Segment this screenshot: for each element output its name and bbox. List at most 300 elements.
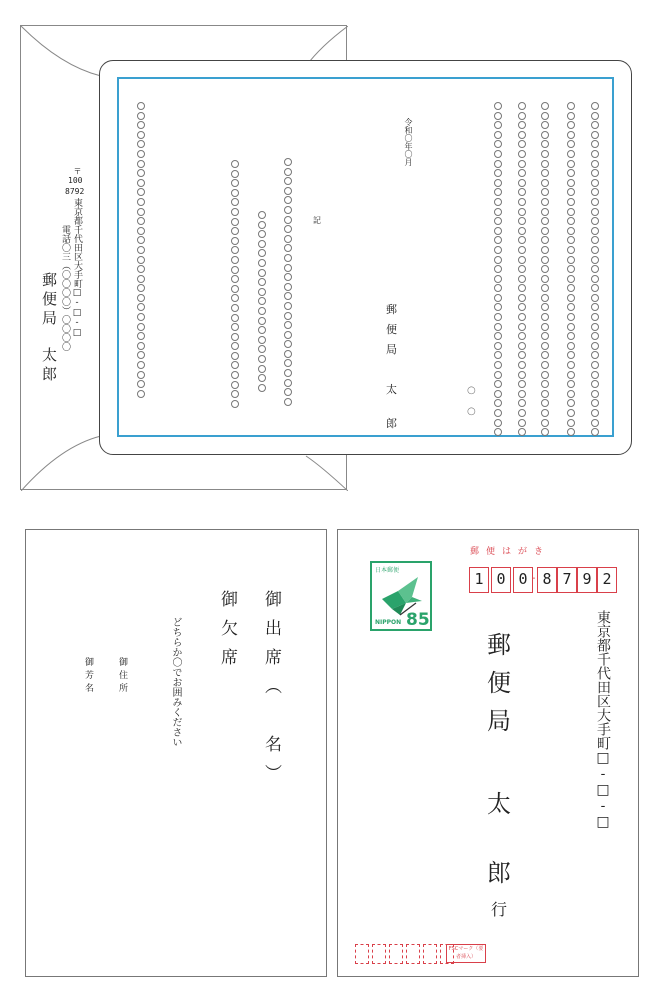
placeholder-circle bbox=[518, 313, 526, 321]
placeholder-circle bbox=[231, 266, 239, 274]
placeholder-circle-column bbox=[258, 211, 265, 393]
placeholder-circle bbox=[284, 388, 292, 396]
placeholder-circle bbox=[518, 390, 526, 398]
placeholder-circle bbox=[494, 409, 502, 417]
placeholder-circle bbox=[567, 112, 575, 120]
card-sender-char-4: 太 bbox=[386, 383, 397, 396]
placeholder-circle bbox=[541, 246, 549, 254]
placeholder-circle bbox=[591, 428, 599, 436]
placeholder-circle bbox=[137, 361, 145, 369]
placeholder-circle bbox=[541, 140, 549, 148]
placeholder-circle bbox=[541, 188, 549, 196]
placeholder-circle bbox=[494, 351, 502, 359]
placeholder-circle bbox=[567, 361, 575, 369]
placeholder-circle bbox=[591, 217, 599, 225]
placeholder-circle bbox=[591, 399, 599, 407]
placeholder-circle bbox=[137, 246, 145, 254]
placeholder-circle bbox=[284, 273, 292, 281]
placeholder-circle bbox=[518, 323, 526, 331]
placeholder-circle bbox=[541, 380, 549, 388]
placeholder-circle bbox=[518, 294, 526, 302]
placeholder-circle bbox=[567, 217, 575, 225]
placeholder-circle bbox=[591, 303, 599, 311]
placeholder-circle bbox=[258, 307, 266, 315]
placeholder-circle bbox=[591, 313, 599, 321]
placeholder-circle bbox=[494, 284, 502, 292]
placeholder-circle bbox=[541, 390, 549, 398]
placeholder-circle bbox=[541, 112, 549, 120]
placeholder-circle bbox=[137, 169, 145, 177]
placeholder-circle bbox=[541, 236, 549, 244]
placeholder-circle bbox=[518, 361, 526, 369]
placeholder-circle bbox=[567, 227, 575, 235]
placeholder-circle bbox=[231, 314, 239, 322]
placeholder-circle bbox=[258, 326, 266, 334]
placeholder-circle bbox=[137, 256, 145, 264]
placeholder-circle bbox=[541, 342, 549, 350]
placeholder-circle bbox=[137, 303, 145, 311]
placeholder-circle bbox=[591, 361, 599, 369]
placeholder-circle bbox=[258, 249, 266, 257]
zip-digit-3: 0 bbox=[513, 567, 533, 593]
placeholder-circle bbox=[494, 121, 502, 129]
card-sender-char-3: 局 bbox=[386, 343, 397, 356]
placeholder-circle bbox=[567, 313, 575, 321]
fsc-box-1 bbox=[355, 944, 369, 964]
placeholder-circle bbox=[494, 169, 502, 177]
envelope-postal-mark: 〒 bbox=[73, 167, 82, 175]
placeholder-circle bbox=[231, 352, 239, 360]
envelope-sender-family: 郵便局 bbox=[40, 272, 58, 329]
placeholder-circle bbox=[494, 150, 502, 158]
placeholder-circle bbox=[518, 236, 526, 244]
placeholder-circle bbox=[494, 188, 502, 196]
recipient-name-char-4: 太 bbox=[487, 790, 511, 818]
placeholder-circle bbox=[591, 419, 599, 427]
placeholder-circle bbox=[567, 150, 575, 158]
placeholder-circle bbox=[494, 390, 502, 398]
placeholder-circle bbox=[258, 211, 266, 219]
postage-stamp bbox=[370, 561, 432, 631]
fsc-mark-box: FSCマーク（要者挿入） bbox=[446, 944, 486, 963]
placeholder-circle bbox=[284, 283, 292, 291]
placeholder-circle bbox=[518, 380, 526, 388]
placeholder-circle bbox=[518, 179, 526, 187]
placeholder-circle bbox=[137, 131, 145, 139]
placeholder-circle-column bbox=[567, 102, 574, 438]
placeholder-circle bbox=[518, 160, 526, 168]
placeholder-circle bbox=[137, 121, 145, 129]
placeholder-circle bbox=[591, 208, 599, 216]
placeholder-circle bbox=[494, 275, 502, 283]
placeholder-circle bbox=[541, 419, 549, 427]
placeholder-circle bbox=[284, 340, 292, 348]
placeholder-circle bbox=[567, 188, 575, 196]
placeholder-circle bbox=[284, 235, 292, 243]
recipient-suffix: 行 bbox=[491, 900, 508, 919]
placeholder-circle bbox=[591, 102, 599, 110]
placeholder-circle bbox=[567, 332, 575, 340]
placeholder-circle bbox=[541, 121, 549, 129]
placeholder-circle bbox=[591, 150, 599, 158]
placeholder-circle bbox=[494, 208, 502, 216]
zip-digit-6: 9 bbox=[577, 567, 597, 593]
placeholder-circle bbox=[567, 140, 575, 148]
placeholder-circle bbox=[541, 265, 549, 273]
placeholder-circle bbox=[518, 371, 526, 379]
placeholder-circle bbox=[494, 428, 502, 436]
placeholder-circle bbox=[258, 365, 266, 373]
placeholder-circle bbox=[518, 419, 526, 427]
placeholder-circle bbox=[591, 275, 599, 283]
placeholder-circle bbox=[541, 179, 549, 187]
placeholder-circle bbox=[591, 131, 599, 139]
placeholder-circle bbox=[518, 351, 526, 359]
placeholder-circle bbox=[137, 380, 145, 388]
placeholder-circle bbox=[541, 284, 549, 292]
placeholder-circle bbox=[591, 140, 599, 148]
placeholder-circle bbox=[494, 294, 502, 302]
envelope-zip-part2: 8792 bbox=[65, 187, 85, 196]
placeholder-circle bbox=[137, 323, 145, 331]
placeholder-circle bbox=[541, 332, 549, 340]
placeholder-circle bbox=[541, 409, 549, 417]
placeholder-circle bbox=[518, 227, 526, 235]
placeholder-circle bbox=[494, 371, 502, 379]
envelope-zip-part1: 100 bbox=[68, 176, 83, 185]
placeholder-circle bbox=[518, 399, 526, 407]
envelope-phone: 電話〇三（〇〇〇〇）〇〇〇〇 bbox=[60, 225, 70, 351]
placeholder-circle bbox=[137, 265, 145, 273]
recipient-name-char-2: 便 bbox=[487, 669, 511, 697]
placeholder-circle bbox=[258, 278, 266, 286]
placeholder-circle bbox=[284, 225, 292, 233]
placeholder-circle bbox=[541, 169, 549, 177]
placeholder-circle bbox=[231, 333, 239, 341]
placeholder-circle bbox=[284, 264, 292, 272]
placeholder-circle bbox=[591, 380, 599, 388]
placeholder-circle bbox=[258, 297, 266, 305]
address-label: 御住所 bbox=[117, 657, 127, 696]
placeholder-circle bbox=[231, 285, 239, 293]
placeholder-circle bbox=[231, 342, 239, 350]
placeholder-circle bbox=[231, 371, 239, 379]
card-sender-char-5: 郎 bbox=[386, 417, 397, 430]
placeholder-circle bbox=[284, 312, 292, 320]
placeholder-circle bbox=[541, 198, 549, 206]
placeholder-circle bbox=[591, 198, 599, 206]
placeholder-circle bbox=[591, 332, 599, 340]
placeholder-circle bbox=[541, 351, 549, 359]
placeholder-circle bbox=[137, 188, 145, 196]
placeholder-circle bbox=[231, 381, 239, 389]
placeholder-circle bbox=[494, 246, 502, 254]
placeholder-circle bbox=[567, 198, 575, 206]
recipient-name-char-1: 郵 bbox=[487, 631, 511, 659]
placeholder-circle bbox=[284, 369, 292, 377]
placeholder-circle-column bbox=[284, 158, 291, 407]
postcard-header: 郵便はがき bbox=[470, 547, 551, 557]
placeholder-circle bbox=[518, 256, 526, 264]
placeholder-circle bbox=[137, 217, 145, 225]
placeholder-circle bbox=[494, 227, 502, 235]
placeholder-circle bbox=[258, 230, 266, 238]
placeholder-circle bbox=[541, 102, 549, 110]
placeholder-circle bbox=[231, 237, 239, 245]
placeholder-circle bbox=[518, 169, 526, 177]
placeholder-circle bbox=[231, 323, 239, 331]
placeholder-circle bbox=[231, 361, 239, 369]
placeholder-circle bbox=[258, 317, 266, 325]
placeholder-circle bbox=[137, 371, 145, 379]
placeholder-circle bbox=[494, 361, 502, 369]
placeholder-circle bbox=[518, 188, 526, 196]
recipient-name-char-3: 局 bbox=[487, 707, 511, 735]
placeholder-circle bbox=[494, 399, 502, 407]
placeholder-circle bbox=[567, 121, 575, 129]
placeholder-circle bbox=[137, 179, 145, 187]
placeholder-circle bbox=[541, 428, 549, 436]
placeholder-circle bbox=[494, 102, 502, 110]
placeholder-circle bbox=[137, 160, 145, 168]
card-date: 令和〇年〇月 bbox=[404, 118, 413, 166]
envelope-sender-given: 太郎 bbox=[40, 347, 58, 385]
placeholder-circle bbox=[518, 150, 526, 158]
placeholder-circle bbox=[591, 390, 599, 398]
placeholder-circle bbox=[258, 374, 266, 382]
placeholder-circle bbox=[591, 256, 599, 264]
placeholder-circle bbox=[231, 189, 239, 197]
placeholder-circle bbox=[567, 256, 575, 264]
placeholder-circle bbox=[284, 158, 292, 166]
placeholder-circle bbox=[494, 265, 502, 273]
placeholder-circle bbox=[567, 179, 575, 187]
placeholder-circle bbox=[541, 217, 549, 225]
placeholder-circle bbox=[567, 275, 575, 283]
placeholder-circle bbox=[591, 188, 599, 196]
placeholder-circle bbox=[591, 160, 599, 168]
placeholder-circle bbox=[494, 380, 502, 388]
placeholder-circle bbox=[284, 244, 292, 252]
placeholder-circle bbox=[137, 112, 145, 120]
placeholder-circle bbox=[541, 150, 549, 158]
placeholder-circle bbox=[518, 342, 526, 350]
placeholder-circle bbox=[591, 371, 599, 379]
placeholder-circle bbox=[591, 179, 599, 187]
placeholder-circle bbox=[137, 294, 145, 302]
placeholder-circle bbox=[567, 246, 575, 254]
placeholder-circle bbox=[567, 236, 575, 244]
placeholder-circle bbox=[567, 419, 575, 427]
placeholder-circle bbox=[541, 361, 549, 369]
placeholder-circle bbox=[231, 246, 239, 254]
placeholder-circle bbox=[284, 196, 292, 204]
placeholder-circle bbox=[567, 265, 575, 273]
placeholder-circle bbox=[494, 179, 502, 187]
placeholder-circle bbox=[591, 246, 599, 254]
placeholder-circle bbox=[137, 208, 145, 216]
placeholder-circle bbox=[518, 303, 526, 311]
placeholder-circle bbox=[231, 179, 239, 187]
placeholder-circle bbox=[518, 246, 526, 254]
placeholder-circle bbox=[591, 265, 599, 273]
placeholder-circle bbox=[231, 198, 239, 206]
placeholder-circle bbox=[518, 140, 526, 148]
placeholder-circle bbox=[284, 359, 292, 367]
placeholder-circle bbox=[591, 284, 599, 292]
fsc-box-2 bbox=[372, 944, 386, 964]
zip-digit-1: 1 bbox=[469, 567, 489, 593]
placeholder-circle bbox=[494, 256, 502, 264]
placeholder-circle bbox=[284, 350, 292, 358]
placeholder-circle bbox=[541, 399, 549, 407]
placeholder-circle bbox=[567, 160, 575, 168]
card-ki-label: 記 bbox=[313, 216, 321, 225]
placeholder-circle bbox=[494, 323, 502, 331]
placeholder-circle bbox=[494, 419, 502, 427]
placeholder-circle bbox=[284, 187, 292, 195]
placeholder-circle bbox=[494, 236, 502, 244]
zip-digit-4: 8 bbox=[537, 567, 557, 593]
placeholder-circle bbox=[541, 160, 549, 168]
fsc-box-5 bbox=[423, 944, 437, 964]
placeholder-circle bbox=[137, 313, 145, 321]
placeholder-circle bbox=[258, 288, 266, 296]
placeholder-circle-column bbox=[494, 102, 501, 438]
zip-digit-5: 7 bbox=[557, 567, 577, 593]
placeholder-circle bbox=[137, 390, 145, 398]
placeholder-circle bbox=[137, 236, 145, 244]
placeholder-circle bbox=[231, 208, 239, 216]
absent-option: 御欠席 bbox=[217, 590, 237, 677]
placeholder-circle bbox=[591, 112, 599, 120]
placeholder-circle bbox=[137, 227, 145, 235]
placeholder-circle bbox=[518, 217, 526, 225]
placeholder-circle bbox=[567, 409, 575, 417]
placeholder-circle bbox=[494, 131, 502, 139]
zip-digit-7: 2 bbox=[597, 567, 617, 593]
placeholder-circle bbox=[137, 150, 145, 158]
placeholder-circle bbox=[258, 336, 266, 344]
placeholder-circle bbox=[591, 169, 599, 177]
placeholder-circle bbox=[518, 131, 526, 139]
placeholder-circle bbox=[591, 323, 599, 331]
placeholder-circle bbox=[591, 342, 599, 350]
placeholder-circle bbox=[231, 160, 239, 168]
placeholder-circle bbox=[284, 168, 292, 176]
placeholder-circle bbox=[284, 254, 292, 262]
fsc-box-4 bbox=[406, 944, 420, 964]
placeholder-circle bbox=[567, 371, 575, 379]
placeholder-circle bbox=[284, 398, 292, 406]
placeholder-circle bbox=[494, 313, 502, 321]
placeholder-circle-column bbox=[541, 102, 548, 438]
card-sender-char-1: 郵 bbox=[386, 303, 397, 316]
zip-digit-2: 0 bbox=[491, 567, 511, 593]
placeholder-circle bbox=[567, 342, 575, 350]
placeholder-circle bbox=[284, 302, 292, 310]
placeholder-circle bbox=[258, 269, 266, 277]
placeholder-circle bbox=[137, 332, 145, 340]
placeholder-circle bbox=[494, 140, 502, 148]
placeholder-circle-column bbox=[518, 102, 525, 438]
placeholder-circle bbox=[494, 112, 502, 120]
placeholder-circle bbox=[231, 400, 239, 408]
card-extra-mark-1: ○ bbox=[467, 385, 476, 396]
recipient-name-char-5: 郎 bbox=[487, 859, 511, 887]
placeholder-circle bbox=[231, 170, 239, 178]
invitation-card-border bbox=[117, 77, 614, 437]
placeholder-circle bbox=[591, 409, 599, 417]
placeholder-circle bbox=[231, 390, 239, 398]
placeholder-circle bbox=[591, 236, 599, 244]
placeholder-circle bbox=[284, 206, 292, 214]
placeholder-circle bbox=[567, 294, 575, 302]
placeholder-circle bbox=[518, 112, 526, 120]
placeholder-circle bbox=[567, 284, 575, 292]
placeholder-circle bbox=[494, 198, 502, 206]
placeholder-circle bbox=[567, 399, 575, 407]
placeholder-circle bbox=[258, 355, 266, 363]
placeholder-circle bbox=[284, 321, 292, 329]
attend-option: 御出席（ 名） bbox=[261, 590, 281, 793]
placeholder-circle bbox=[258, 384, 266, 392]
placeholder-circle bbox=[284, 177, 292, 185]
stamp-top-text: 日本郵便 bbox=[375, 567, 400, 574]
placeholder-circle bbox=[231, 304, 239, 312]
placeholder-circle-column bbox=[591, 102, 598, 438]
placeholder-circle bbox=[137, 342, 145, 350]
placeholder-circle bbox=[137, 140, 145, 148]
placeholder-circle bbox=[541, 256, 549, 264]
placeholder-circle bbox=[258, 240, 266, 248]
placeholder-circle bbox=[494, 342, 502, 350]
zip-separator: - bbox=[532, 573, 536, 584]
card-sender-char-2: 便 bbox=[386, 323, 397, 336]
placeholder-circle bbox=[591, 121, 599, 129]
name-label: 御芳名 bbox=[83, 657, 93, 696]
placeholder-circle bbox=[518, 284, 526, 292]
card-extra-mark-2: ○ bbox=[467, 406, 476, 417]
placeholder-circle bbox=[567, 390, 575, 398]
attendance-instruction: どちらか〇でお囲みください bbox=[170, 617, 181, 747]
placeholder-circle bbox=[567, 131, 575, 139]
placeholder-circle bbox=[541, 275, 549, 283]
placeholder-circle-column bbox=[231, 160, 238, 409]
stamp-value: 85 bbox=[406, 610, 430, 630]
placeholder-circle bbox=[541, 323, 549, 331]
placeholder-circle bbox=[541, 227, 549, 235]
placeholder-circle bbox=[567, 169, 575, 177]
placeholder-circle bbox=[567, 303, 575, 311]
recipient-address: 東京都千代田区大手町□-□-□ bbox=[595, 610, 611, 830]
placeholder-circle bbox=[137, 198, 145, 206]
placeholder-circle bbox=[494, 217, 502, 225]
placeholder-circle bbox=[258, 221, 266, 229]
placeholder-circle bbox=[541, 313, 549, 321]
placeholder-circle bbox=[231, 218, 239, 226]
fsc-box-3 bbox=[389, 944, 403, 964]
placeholder-circle bbox=[518, 332, 526, 340]
placeholder-circle bbox=[518, 428, 526, 436]
placeholder-circle bbox=[591, 227, 599, 235]
placeholder-circle bbox=[137, 102, 145, 110]
placeholder-circle bbox=[541, 303, 549, 311]
placeholder-circle bbox=[258, 345, 266, 353]
placeholder-circle bbox=[567, 208, 575, 216]
placeholder-circle bbox=[567, 380, 575, 388]
placeholder-circle bbox=[231, 227, 239, 235]
